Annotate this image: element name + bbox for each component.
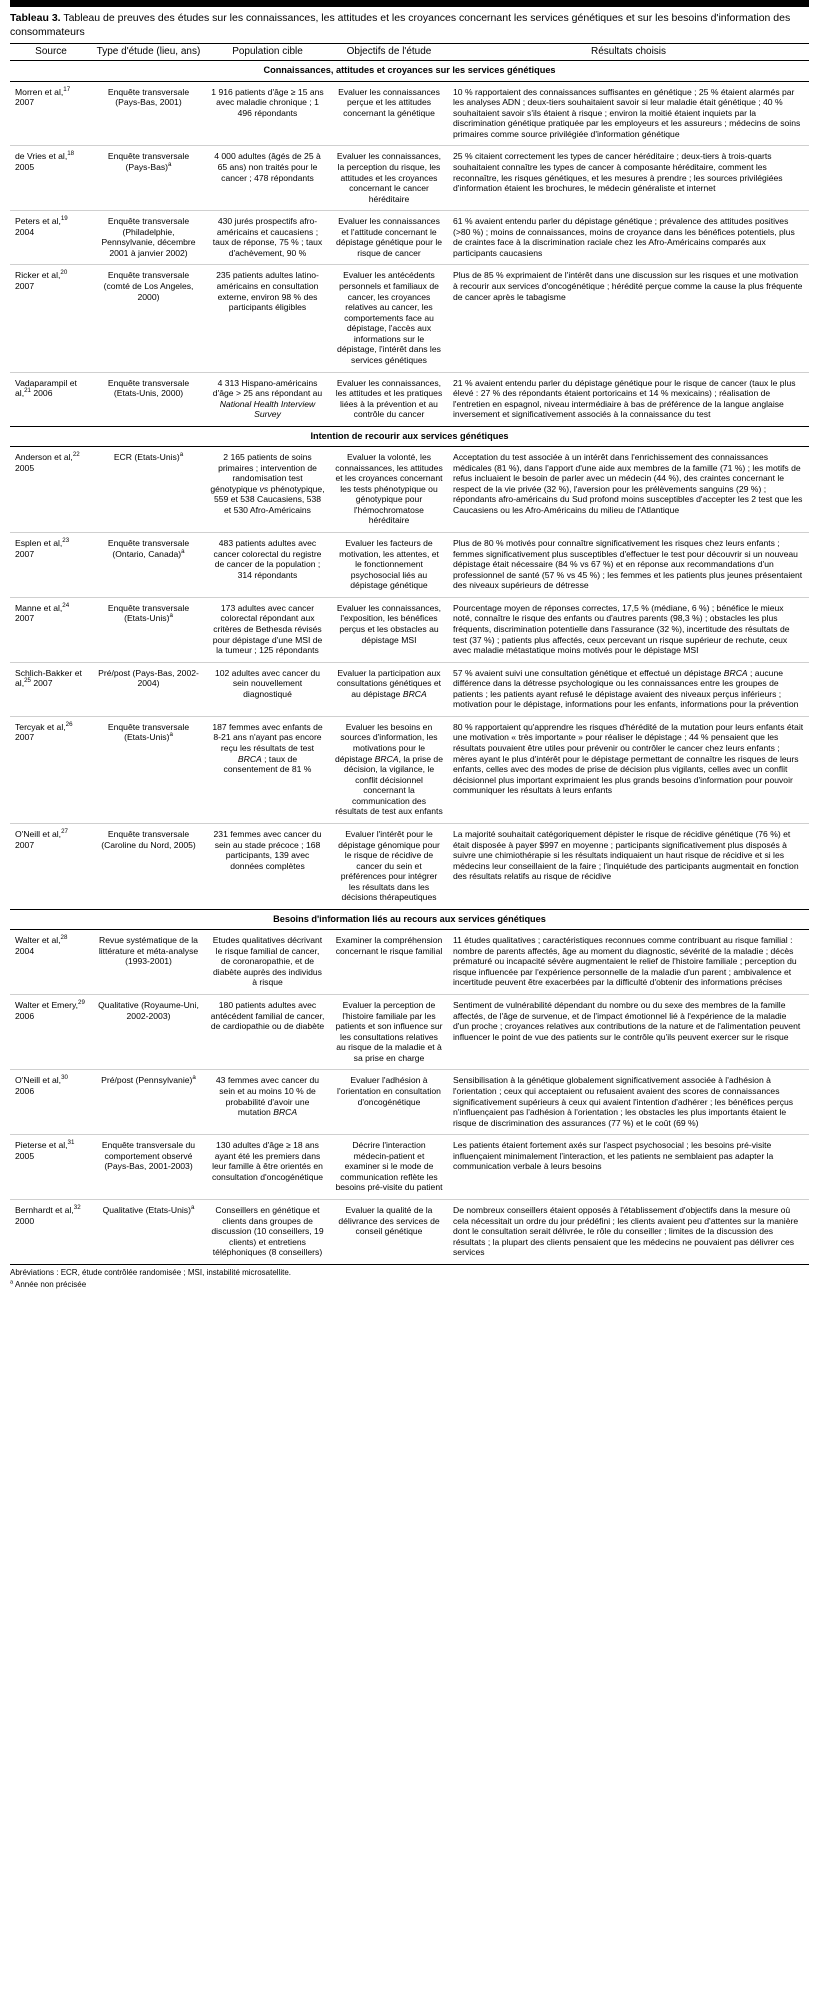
cell-objectives: Evaluer l'adhésion à l'orientation en consultation d'oncogénétique <box>330 1070 448 1135</box>
table-row <box>10 265 809 372</box>
cell-source: Walter et Emery,$^{29}$ 2006 <box>10 995 92 1070</box>
evidence-table <box>10 43 809 1265</box>
table-row <box>10 81 809 146</box>
section-header-row <box>10 61 809 81</box>
cell-source: Anderson et al,$^{22}$ 2005 <box>10 447 92 533</box>
cell-study-type: Enquête transversale (comté de Los Angeles, 2000) <box>92 265 205 372</box>
cell-results: 10 % rapportaient des connaissances suffisantes en génétique ; 25 % étaient alarmés par les analyses ADN ; deux-tiers souhaitaient savoir si leur maladie était génétique ; 40 % souhaitaient savoir s'ils étaient à risque ; environ la moitié étaient inquiets par la discrimination génétique pratiquée par les employeurs et les assureurs ; médecins de soins primaires comme source privilégiée d'information génétique <box>448 81 809 146</box>
cell-population: 2 165 patients de soins primaires ; intervention de randomisation test génotypique vs phénotypique, 559 et 538 Caucasiens, 538 et 530 Afro-Américains <box>205 447 330 533</box>
cell-population: 187 femmes avec enfants de 8-21 ans n'ayant pas encore reçu les résultats de test BRCA ; taux de consentement de 81 % <box>205 716 330 823</box>
cell-results: 57 % avaient suivi une consultation génétique et effectué un dépistage BRCA ; aucune différence dans la détresse psychologique ou les connaissances entre les groupes de patients ; les patients ayant refusé le dépistage avaient des niveaux perçus inférieurs ; motivation pour le dépistage, informations pour les enfants, informations pour la prévention <box>448 662 809 716</box>
table-caption-label: Tableau 3. <box>10 12 61 24</box>
table-head <box>10 44 809 61</box>
section-title: Intention de recourir aux services génétiques <box>10 426 809 446</box>
cell-objectives: Evaluer les connaissances, les attitudes et les pratiques liées à la prévention et au contrôle du cancer <box>330 372 448 426</box>
cell-results: 21 % avaient entendu parler du dépistage génétique pour le risque de cancer (taux le plus élevé : 27 % des répondants étaient portoricains et 14 % mexicains) ; réalisation de l'entretien en espagnol, niveau intermédiaire à bas de préférence de la langue anglaise inversement et significativement associés à la connaissance du test <box>448 372 809 426</box>
table-row <box>10 372 809 426</box>
cell-results: Sentiment de vulnérabilité dépendant du nombre ou du sexe des membres de la famille affectés, de l'âge de survenue, et de l'impact émotionnel lié à l'expérience de la maladie d'un proche ; croyances relatives aux contributions de la nature et de l'alimentation peuvent influencer le point de vue des patients sur le contrôle qu'ils peuvent exercer sur le risque <box>448 995 809 1070</box>
cell-results: De nombreux conseillers étaient opposés à l'établissement d'objectifs dans la mesure où cela nécessitait un ordre du jour prédéfini ; les clients avaient peu d'attentes sur la manière dont le consultation serait délivrée, le rôle du conseiller ; limites de la discussion des résultats ; la plupart des clients pensaient que les médecins ne pouvaient pas délivrer ces services <box>448 1200 809 1265</box>
cell-population: 231 femmes avec cancer du sein au stade précoce ; 168 participants, 139 avec données complètes <box>205 823 330 909</box>
cell-population: 235 patients adultes latino-américains en consultation externe, environ 98 % des participants éligibles <box>205 265 330 372</box>
cell-population: 102 adultes avec cancer du sein nouvellement diagnostiqué <box>205 662 330 716</box>
cell-results: 80 % rapportaient qu'apprendre les risques d'hérédité de la mutation pour leurs enfants était une motivation « très importante » pour réaliser le dépistage ; 44 % pensaient que les résultats pouvaient être utiles pour prévenir ou contrôler le cancer chez leurs enfants ; mères ayant le plus d'intérêt pour le dépistage permettant de connaître les risques de leurs enfants, celles avec des modes de prise de décision plus vigilants, celles avec un conflit décisionnel plus important exprimaient les plus grands besoins d'information pour pouvoir communiquer les résultats à leurs enfants <box>448 716 809 823</box>
header-row <box>10 44 809 61</box>
section-title: Connaissances, attitudes et croyances sur les services génétiques <box>10 61 809 81</box>
cell-objectives: Evaluer les connaissances, la perception du risque, les attitudes et les croyances concernant le cancer héréditaire <box>330 146 448 211</box>
cell-objectives: Evaluer l'intérêt pour le dépistage génomique pour le risque de récidive de cancer du sein et préférences pour intégrer les résultats dans les décisions thérapeutiques <box>330 823 448 909</box>
cell-study-type: Enquête transversale du comportement observé (Pays-Bas, 2001-2003) <box>92 1135 205 1200</box>
footnote-a: $^a$ Année non précisée <box>10 1278 87 1289</box>
cell-source: O'Neill et al,$^{30}$ 2006 <box>10 1070 92 1135</box>
table-row <box>10 662 809 716</box>
cell-objectives: Evaluer la perception de l'histoire familiale par les patients et son influence sur les consultations relatives au risque de la maladie et à sa prise en charge <box>330 995 448 1070</box>
cell-results: Les patients étaient fortement axés sur l'aspect psychosocial ; les besoins pré-visite influençaient minimalement l'interaction, et les patients ne semblaient pas adapter la communication verbale à leurs besoins <box>448 1135 809 1200</box>
cell-study-type: Enquête transversale (Etats-Unis, 2000) <box>92 372 205 426</box>
cell-objectives: Décrire l'interaction médecin-patient et examiner si le mode de communication reflète les besoins pré-visite du patient <box>330 1135 448 1200</box>
cell-results: La majorité souhaitait catégoriquement dépister le risque de récidive génétique (76 %) et était disposée à payer $997 en moyenne ; participants significativement plus disposés à suivre une chimiothérapie si les résultats indiquaient un haut risque de récidive et si les médecins leur conseillaient de la faire ; l'inquiétude des participants augmentait en fonction des résultats relatifs au risque de récidive <box>448 823 809 909</box>
cell-study-type: ECR (Etats-Unis)$^a$ <box>92 447 205 533</box>
cell-source: Tercyak et al,$^{26}$ 2007 <box>10 716 92 823</box>
table-footnotes <box>10 1265 809 1291</box>
cell-population: 430 jurés prospectifs afro-américains et caucasiens ; taux de réponse, 75 % ; taux d'achèvement, 90 % <box>205 211 330 265</box>
column-header-results: Résultats choisis <box>448 44 809 61</box>
cell-population: 1 916 patients d'âge ≥ 15 ans avec maladie chronique ; 1 496 répondants <box>205 81 330 146</box>
cell-population: Conseillers en génétique et clients dans groupes de discussion (10 conseillers, 19 clients) et entretiens téléphoniques (8 conseillers) <box>205 1200 330 1265</box>
cell-study-type: Enquête transversale (Caroline du Nord, 2005) <box>92 823 205 909</box>
cell-results: Sensibilisation à la génétique globalement significativement associée à l'adhésion à l'orientation ; ceux qui acceptaient ou refusaient avaient des scores de connaissances significativement supérieurs à ceux qui avaient l'intention d'adhérer ; les bénéfices perçus n'influençaient pas l'adhésion à l'orientation ; les obstacles les plus importants étaient le risque de discrimination des assurances (77 %) et le coût (69 %) <box>448 1070 809 1135</box>
table-row <box>10 1135 809 1200</box>
cell-source: de Vries et al,$^{18}$ 2005 <box>10 146 92 211</box>
cell-objectives: Evaluer les connaissances, l'exposition, les bénéfices perçus et les obstacles au dépistage MSI <box>330 597 448 662</box>
cell-objectives: Evaluer les connaissances et l'attitude concernant le dépistage génétique pour le risque de cancer <box>330 211 448 265</box>
cell-source: Morren et al,$^{17}$ 2007 <box>10 81 92 146</box>
cell-population: 130 adultes d'âge ≥ 18 ans ayant été les premiers dans leur famille à être orientés en consultation d'oncogénétique <box>205 1135 330 1200</box>
cell-source: O'Neill et al,$^{27}$ 2007 <box>10 823 92 909</box>
cell-objectives: Evaluer les facteurs de motivation, les attentes, et le fonctionnement psychosocial liés au dépistage génétique <box>330 533 448 598</box>
cell-study-type: Qualitative (Etats-Unis)$^a$ <box>92 1200 205 1265</box>
cell-study-type: Enquête transversale (Etats-Unis)$^a$ <box>92 716 205 823</box>
column-header-type: Type d'étude (lieu, ans) <box>92 44 205 61</box>
cell-study-type: Enquête transversale (Pays-Bas)$^a$ <box>92 146 205 211</box>
table-row <box>10 597 809 662</box>
cell-objectives: Evaluer les antécédents personnels et familiaux de cancer, les croyances relatives au cancer, les comportements face au dépistage, l'accès aux informations sur le dépistage, l'intérêt dans les services génétiques <box>330 265 448 372</box>
cell-objectives: Evaluer les connaissances perçue et les attitudes concernant la génétique <box>330 81 448 146</box>
section-header-row <box>10 909 809 929</box>
cell-study-type: Pré/post (Pays-Bas, 2002-2004) <box>92 662 205 716</box>
section-title: Besoins d'information liés au recours aux services génétiques <box>10 909 809 929</box>
cell-study-type: Enquête transversale (Etats-Unis)$^a$ <box>92 597 205 662</box>
cell-study-type: Revue systématique de la littérature et méta-analyse (1993-2001) <box>92 930 205 995</box>
cell-source: Schlich-Bakker et al,$^{25}$ 2007 <box>10 662 92 716</box>
cell-study-type: Enquête transversale (Ontario, Canada)$^a$ <box>92 533 205 598</box>
table-row <box>10 995 809 1070</box>
table-row <box>10 1070 809 1135</box>
table-row <box>10 146 809 211</box>
cell-population: 4 000 adultes (âgés de 25 à 65 ans) non traités pour le cancer ; 478 répondants <box>205 146 330 211</box>
table-row <box>10 930 809 995</box>
cell-source: Vadaparampil et al,$^{21}$ 2006 <box>10 372 92 426</box>
cell-population: 43 femmes avec cancer du sein et au moins 10 % de probabilité d'avoir une mutation BRCA <box>205 1070 330 1135</box>
cell-source: Ricker et al,$^{20}$ 2007 <box>10 265 92 372</box>
column-header-source: Source <box>10 44 92 61</box>
cell-results: Pourcentage moyen de réponses correctes, 17,5 % (médiane, 6 %) ; bénéfice le mieux noté, connaître le risque des enfants ou d'autres parents (98,3 %) ; obstacles les plus fréquents, discrimination potentielle dans l'assurance (32 %), incertitude des résultats de test (37 %) ; patients plus affectés, ceux percevant un risque supérieur de rechute, ceux avec maladie métastatique moins motivés pour le dépistage MSI <box>448 597 809 662</box>
cell-objectives: Evaluer les besoins en sources d'information, les motivations pour le dépistage BRCA, la prise de décision, la vigilance, le conflit décisionnel concernant la communication des résultats de test aux enfants <box>330 716 448 823</box>
table-body <box>10 61 809 1265</box>
table-row <box>10 1200 809 1265</box>
cell-results: 25 % citaient correctement les types de cancer héréditaire ; deux-tiers à trois-quarts souhaitaient connaître les types de cancer à composante héréditaire, comment les reconnaître, les risques génétiques, et les mesures à prendre ; les sources privilégiées d'information étaient les brochures, le médecin généraliste et internet <box>448 146 809 211</box>
section-header-row <box>10 426 809 446</box>
table-row <box>10 823 809 909</box>
column-header-objectives: Objectifs de l'étude <box>330 44 448 61</box>
cell-results: 11 études qualitatives ; caractéristiques reconnues comme contribuant au risque familial : nombre de parents affectés, âge au moment du diagnostic, sévérité de la maladie ; décès prématuré ou incapacité sévère augmentaient le relief de l'histoire familiale ; perception du risque influencée par l'expérience personnelle de la maladie d'un parent ; ambivalence et incertitude peuvent être exacerbées par la difficulté d'obtenir des informations précises <box>448 930 809 995</box>
cell-results: 61 % avaient entendu parler du dépistage génétique ; prévalence des attitudes positives (>80 %) ; moins de connaissances, moins de croyance dans les bénéfices potentiels, plus de craintes face à la discrimination raciale chez les Afro-Américains comparés aux participants caucasiens <box>448 211 809 265</box>
cell-source: Pieterse et al,$^{31}$ 2005 <box>10 1135 92 1200</box>
cell-study-type: Qualitative (Royaume-Uni, 2002-2003) <box>92 995 205 1070</box>
cell-source: Bernhardt et al,$^{32}$ 2000 <box>10 1200 92 1265</box>
cell-source: Esplen et al,$^{23}$ 2007 <box>10 533 92 598</box>
cell-source: Manne et al,$^{24}$ 2007 <box>10 597 92 662</box>
cell-source: Walter et al,$^{28}$ 2004 <box>10 930 92 995</box>
column-header-population: Population cible <box>205 44 330 61</box>
table-caption <box>10 12 809 39</box>
cell-objectives: Evaluer la volonté, les connaissances, les attitudes et les croyances concernant les tests phénotypique ou génotypique pour l'hémochromatose héréditaire <box>330 447 448 533</box>
cell-objectives: Evaluer la participation aux consultations génétiques et au dépistage BRCA <box>330 662 448 716</box>
table-row <box>10 447 809 533</box>
cell-population: 173 adultes avec cancer colorectal répondant aux critères de Bethesda révisés pour dépistage d'une MSI de la tumeur ; 125 répondants <box>205 597 330 662</box>
footnote-abbreviations: Abréviations : ECR, étude contrôlée randomisée ; MSI, instabilité microsatellite. <box>10 1267 292 1277</box>
cell-results: Acceptation du test associée à un intérêt dans l'enrichissement des connaissances médicales (81 %), dans l'apport d'une aide aux membres de la famille (71 %) ; les motifs de refus incluaient le besoin de parler avec un médecin (44 %), des craintes concernant le respect de la vie privée (32 %), l'aversion pour les prélèvements sanguins (29 %) ; répondants afro-américains du Sud profond moins susceptibles d'accepter les 2 test que les Caucasiens ou les Afro-Américains du milieu de l'Atlantique <box>448 447 809 533</box>
cell-results: Plus de 80 % motivés pour connaître significativement les risques chez leurs enfants ; femmes significativement plus susceptibles d'effectuer le test pour découvrir si un nouveau dépistage était nécessaire (84 % vs 67 %) et en réponse aux recommandations d'un professionnel de santé (57 % vs 45 %) ; les femmes et les patients plus jeunes présentaient des niveaux supérieurs de détresse <box>448 533 809 598</box>
cell-results: Plus de 85 % exprimaient de l'intérêt dans une discussion sur les risques et une motivation à recourir aux services d'oncogénétique ; hérédité perçue comme la cause la plus fréquente de cancer après le tabagisme <box>448 265 809 372</box>
cell-objectives: Examiner la compréhension concernant le risque familial <box>330 930 448 995</box>
cell-population: 483 patients adultes avec cancer colorectal du registre de cancer de la population ; 314 répondants <box>205 533 330 598</box>
cell-objectives: Evaluer la qualité de la délivrance des services de conseil génétique <box>330 1200 448 1265</box>
table-row <box>10 716 809 823</box>
table-caption-text: Tableau de preuves des études sur les connaissances, les attitudes et les croyances concernant les services génétiques et sur les besoins d'information des consommateurs <box>10 12 791 38</box>
cell-source: Peters et al,$^{19}$ 2004 <box>10 211 92 265</box>
table-row <box>10 211 809 265</box>
cell-population: Etudes qualitatives décrivant le risque familial de cancer, de coronaropathie, et de diabète auprès des individus à risque <box>205 930 330 995</box>
table-row <box>10 533 809 598</box>
cell-study-type: Pré/post (Pennsylvanie)$^a$ <box>92 1070 205 1135</box>
top-rule <box>10 0 809 7</box>
cell-study-type: Enquête transversale (Philadelphie, Pennsylvanie, décembre 2001 à janvier 2002) <box>92 211 205 265</box>
cell-study-type: Enquête transversale (Pays-Bas, 2001) <box>92 81 205 146</box>
cell-population: 4 313 Hispano-américains d'âge > 25 ans répondant au National Health Interview Survey <box>205 372 330 426</box>
cell-population: 180 patients adultes avec antécédent familial de cancer, de cardiopathie ou de diabète <box>205 995 330 1070</box>
